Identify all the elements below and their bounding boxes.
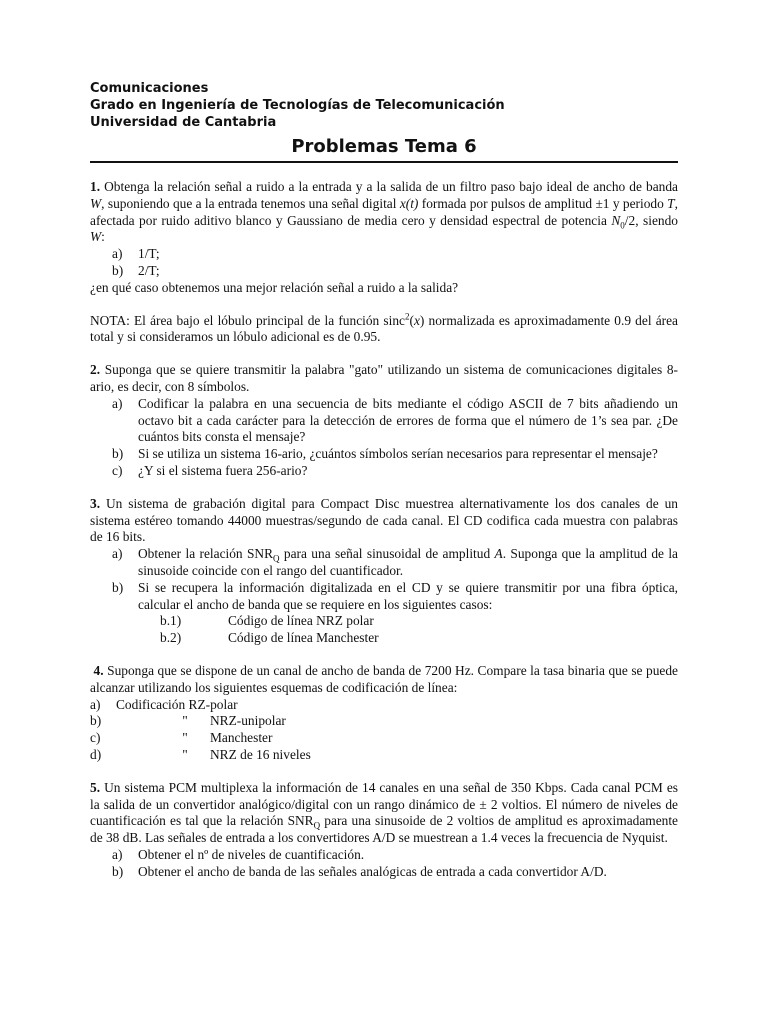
- degree-name: Grado en Ingeniería de Tecnologías de Telecomunicación: [90, 98, 505, 113]
- note-text: NOTA: El área bajo el lóbulo principal de la función sinc$^2$(x) normalizada es aproximadamente 0.9 del área total y si consideramos un lóbulo adicional es de 0.95.: [90, 311, 678, 345]
- problems-body: [90, 179, 678, 880]
- page-title: Problemas Tema 6: [291, 136, 477, 157]
- list-item: b.2) Código de línea Manchester: [160, 630, 379, 646]
- problem-1-options: [90, 246, 678, 280]
- problem-1-statement: 1. Obtenga la relación señal a ruido a la entrada y a la salida de un filtro paso bajo ideal de ancho de banda W, suponiendo que a la entrada tenemos una señal digital x(t) formada por pulsos de amplitud ±1 y periodo T, afectada por ruido aditivo blanco y Gaussiano de media cero y densidad espectral de potencia $N_0/2$, siendo W:: [90, 179, 678, 245]
- list-item: b) 2/T;: [112, 262, 160, 278]
- problem-5: [90, 780, 678, 881]
- list-item: b.1) Código de línea NRZ polar: [160, 613, 374, 629]
- problem-5-parts: [90, 847, 678, 881]
- list-item: a) Obtener la relación $SNR_Q$ para una señal sinusoidal de amplitud A. Suponga que la amplitud de la sinusoide coincide con el rango del cuantificador.: [112, 546, 678, 578]
- problem-4-parts: [90, 697, 678, 764]
- problem-2: [90, 362, 678, 480]
- problem-3-subparts: [90, 613, 678, 647]
- problem-3-number: 3.: [90, 495, 101, 511]
- problem-1-number: 1.: [90, 179, 101, 194]
- problem-5-statement: 5. Un sistema PCM multiplexa la información de 14 canales en una señal de 350 Kbps. Cada canal PCM es la salida de un convertidor analógico/digital con un rango dinámico de ± 2 voltios. El número de niveles de cuantificación es tal que la relación $SNR_Q$ para una sinusoide de 2 voltios de amplitud es aproximadamente de 38 dB. Las señales de entrada a los convertidores A/D se muestrean a 1.4 veces la frecuencia de Nyquist.: [90, 779, 678, 846]
- problem-4-statement: 4. Suponga que se dispone de un canal de ancho de banda de 7200 Hz. Compare la tasa binaria que se puede alcanzar utilizando los siguientes esquemas de codificación de línea:: [90, 662, 678, 695]
- problem-4: [90, 663, 678, 764]
- list-item: b) Obtener el ancho de banda de las señales analógicas de entrada a cada convertidor A/D.: [112, 863, 607, 879]
- list-item: b) Si se recupera la información digitalizada en el CD y se quiere transmitir por una fibra óptica, calcular el ancho de banda que se requiere en los siguientes casos:: [112, 579, 678, 612]
- list-item: a) Obtener el nº de niveles de cuantificación.: [112, 846, 365, 862]
- list-item: a) Codificar la palabra en una secuencia de bits mediante el código ASCII de 7 bits añadiendo un octavo bit a cada carácter para la detección de errores de forma que el número de 1’s sea par. ¿De cuántos bits consta el mensaje?: [112, 395, 678, 445]
- problem-1: [90, 179, 678, 297]
- problem-2-statement: 2. Suponga que se quiere transmitir la palabra "gato" utilizando un sistema de comunicaciones digitales 8-ario, es decir, con 8 símbolos.: [90, 362, 678, 394]
- problem-2-parts: [90, 396, 678, 480]
- problem-3-parts: [90, 546, 678, 613]
- problem-4-number: 4.: [93, 662, 104, 678]
- title-divider: [90, 161, 678, 163]
- university-name: Universidad de Cantabria: [90, 115, 277, 130]
- list-item: a) Codificación RZ-polar: [90, 696, 238, 712]
- list-item: b) Si se utiliza un sistema 16-ario, ¿cuántos símbolos serían necesarios para representar el mensaje?: [112, 446, 658, 462]
- problem-2-number: 2.: [90, 362, 101, 378]
- list-item: a) 1/T;: [112, 246, 160, 262]
- note: [90, 313, 678, 347]
- document-page: [90, 80, 678, 896]
- list-item: d) " NRZ de 16 niveles: [90, 746, 311, 762]
- list-item: c) ¿Y si el sistema fuera 256-ario?: [112, 462, 308, 478]
- problem-5-number: 5.: [90, 779, 101, 795]
- problem-3: [90, 496, 678, 647]
- problem-3-statement: 3. Un sistema de grabación digital para Compact Disc muestrea alternativamente los dos canales de un sistema estéreo tomando 44000 muestras/segundo de cada canal. El CD codifica cada muestra con palabras de 16 bits.: [90, 495, 678, 545]
- problem-1-question: ¿en qué caso obtenemos una mejor relación señal a ruido a la salida?: [90, 279, 459, 295]
- course-name: Comunicaciones: [90, 81, 209, 96]
- list-item: b) " NRZ-unipolar: [90, 713, 286, 729]
- list-item: c) " Manchester: [90, 730, 273, 746]
